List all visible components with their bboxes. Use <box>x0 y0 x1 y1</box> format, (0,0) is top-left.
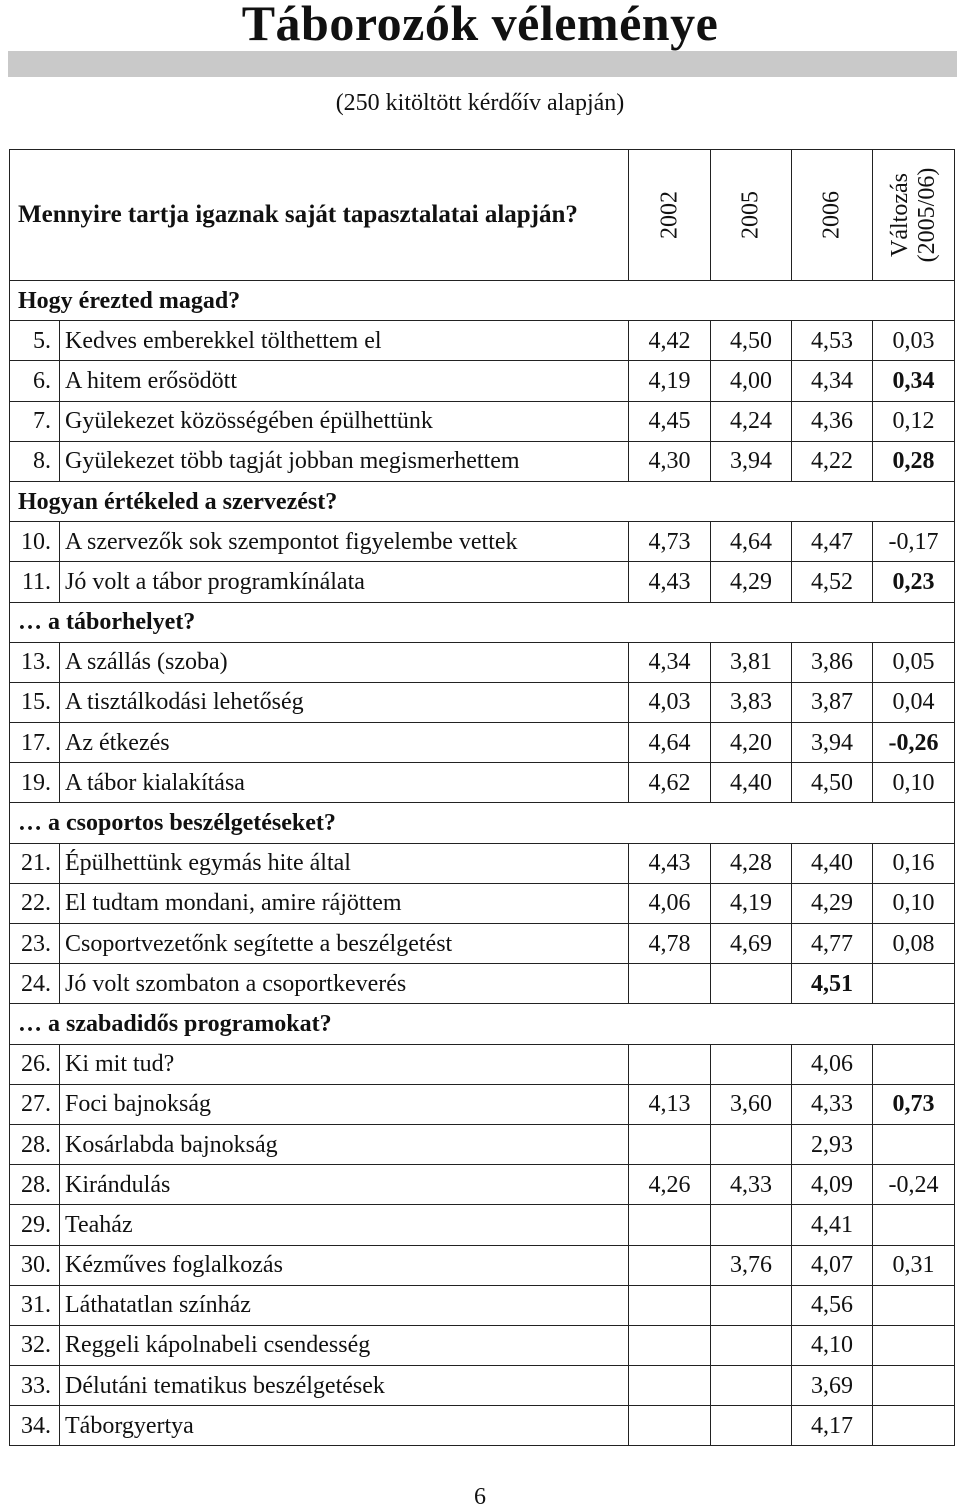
value-2002: 4,62 <box>629 763 711 803</box>
value-change: -0,26 <box>873 723 955 763</box>
item-number: 22. <box>10 883 60 923</box>
item-number: 7. <box>10 401 60 441</box>
value-2005 <box>711 964 792 1004</box>
value-2005: 4,50 <box>711 321 792 361</box>
value-2005: 3,76 <box>711 1245 792 1285</box>
col-header-2005 <box>711 150 792 281</box>
value-2005: 3,81 <box>711 642 792 682</box>
item-label: Ki mit tud? <box>60 1044 629 1084</box>
section-title: Hogy érezted magad? <box>10 281 955 321</box>
value-change: 0,04 <box>873 682 955 722</box>
item-label: Jó volt a tábor programkínálata <box>60 562 629 602</box>
value-2005 <box>711 1124 792 1164</box>
value-2002: 4,64 <box>629 723 711 763</box>
value-2005: 3,94 <box>711 441 792 481</box>
item-label: Kedves emberekkel tölthettem el <box>60 321 629 361</box>
col-header-2006-label: 2006 <box>818 191 845 239</box>
item-label: Táborgyertya <box>60 1406 629 1446</box>
question-header: Mennyire tartja igaznak saját tapasztalatai alapján? <box>10 150 629 281</box>
value-2002: 4,34 <box>629 642 711 682</box>
value-2002: 4,03 <box>629 682 711 722</box>
value-change: 0,05 <box>873 642 955 682</box>
table-row <box>10 883 955 923</box>
item-number: 21. <box>10 843 60 883</box>
item-label: A tábor kialakítása <box>60 763 629 803</box>
item-label: A tisztálkodási lehetőség <box>60 682 629 722</box>
value-2006: 4,06 <box>792 1044 873 1084</box>
section-header-row <box>10 602 955 642</box>
value-2005 <box>711 1044 792 1084</box>
item-label: Foci bajnokság <box>60 1084 629 1124</box>
value-2002: 4,45 <box>629 401 711 441</box>
value-change: 0,16 <box>873 843 955 883</box>
item-label: A szállás (szoba) <box>60 642 629 682</box>
table-row <box>10 964 955 1004</box>
value-2006: 4,33 <box>792 1084 873 1124</box>
table-row <box>10 843 955 883</box>
value-2002 <box>629 1325 711 1365</box>
item-label: Épülhettünk egymás hite által <box>60 843 629 883</box>
section-header-row <box>10 281 955 321</box>
value-2002: 4,19 <box>629 361 711 401</box>
value-change: 0,34 <box>873 361 955 401</box>
page-title: Táborozók véleménye <box>241 0 719 51</box>
item-label: Kézműves foglalkozás <box>60 1245 629 1285</box>
section-title: … a csoportos beszélgetéseket? <box>10 803 955 843</box>
item-number: 33. <box>10 1366 60 1406</box>
value-2002: 4,43 <box>629 843 711 883</box>
value-2002: 4,30 <box>629 441 711 481</box>
item-number: 24. <box>10 964 60 1004</box>
table-row <box>10 682 955 722</box>
value-2002: 4,73 <box>629 522 711 562</box>
table-row <box>10 1325 955 1365</box>
value-2005: 4,64 <box>711 522 792 562</box>
item-number: 27. <box>10 1084 60 1124</box>
value-change <box>873 1366 955 1406</box>
value-2006: 4,47 <box>792 522 873 562</box>
value-change: 0,73 <box>873 1084 955 1124</box>
value-2006: 3,86 <box>792 642 873 682</box>
value-2002 <box>629 1285 711 1325</box>
value-2006: 4,09 <box>792 1165 873 1205</box>
value-change: 0,23 <box>873 562 955 602</box>
value-2005: 4,40 <box>711 763 792 803</box>
value-2006: 3,87 <box>792 682 873 722</box>
table-row <box>10 1205 955 1245</box>
value-2002 <box>629 1124 711 1164</box>
table-row <box>10 723 955 763</box>
value-2002: 4,43 <box>629 562 711 602</box>
table-row <box>10 642 955 682</box>
value-change: 0,10 <box>873 883 955 923</box>
value-2005: 4,69 <box>711 924 792 964</box>
value-2002: 4,13 <box>629 1084 711 1124</box>
value-change: -0,17 <box>873 522 955 562</box>
table-row <box>10 401 955 441</box>
col-header-2002 <box>629 150 711 281</box>
value-2006: 4,10 <box>792 1325 873 1365</box>
item-number: 26. <box>10 1044 60 1084</box>
item-label: El tudtam mondani, amire rájöttem <box>60 883 629 923</box>
section-header-row <box>10 803 955 843</box>
value-2006: 2,93 <box>792 1124 873 1164</box>
value-2002: 4,42 <box>629 321 711 361</box>
value-2002: 4,06 <box>629 883 711 923</box>
item-label: Délutáni tematikus beszélgetések <box>60 1366 629 1406</box>
value-2006: 4,56 <box>792 1285 873 1325</box>
value-change <box>873 1325 955 1365</box>
value-change: 0,12 <box>873 401 955 441</box>
col-header-change-label <box>887 168 941 263</box>
item-label: A szervezők sok szempontot figyelembe vettek <box>60 522 629 562</box>
value-change <box>873 1044 955 1084</box>
value-2006: 4,51 <box>792 964 873 1004</box>
value-2006: 4,77 <box>792 924 873 964</box>
value-change: 0,28 <box>873 441 955 481</box>
item-label: A hitem erősödött <box>60 361 629 401</box>
section-header-row <box>10 1004 955 1044</box>
item-label: Láthatatlan színház <box>60 1285 629 1325</box>
table-body <box>10 281 955 1446</box>
item-number: 32. <box>10 1325 60 1365</box>
value-2006: 4,41 <box>792 1205 873 1245</box>
item-label: Az étkezés <box>60 723 629 763</box>
value-change <box>873 1285 955 1325</box>
item-number: 13. <box>10 642 60 682</box>
value-change: 0,10 <box>873 763 955 803</box>
table-row <box>10 1366 955 1406</box>
item-number: 5. <box>10 321 60 361</box>
value-2006: 3,69 <box>792 1366 873 1406</box>
item-label: Teaház <box>60 1205 629 1245</box>
item-label: Csoportvezetőnk segítette a beszélgetést <box>60 924 629 964</box>
section-title: Hogyan értékeled a szervezést? <box>10 481 955 521</box>
item-number: 6. <box>10 361 60 401</box>
item-label: Gyülekezet több tagját jobban megismerhettem <box>60 441 629 481</box>
table-row <box>10 1044 955 1084</box>
table-row <box>10 1285 955 1325</box>
value-change: 0,03 <box>873 321 955 361</box>
value-change <box>873 1205 955 1245</box>
table-row <box>10 522 955 562</box>
item-label: Reggeli kápolnabeli csendesség <box>60 1325 629 1365</box>
value-2005 <box>711 1205 792 1245</box>
item-number: 30. <box>10 1245 60 1285</box>
value-2006: 3,94 <box>792 723 873 763</box>
value-2002 <box>629 1044 711 1084</box>
item-label: Gyülekezet közösségében épülhettünk <box>60 401 629 441</box>
value-2005: 4,24 <box>711 401 792 441</box>
value-2006: 4,40 <box>792 843 873 883</box>
item-number: 31. <box>10 1285 60 1325</box>
value-2006: 4,52 <box>792 562 873 602</box>
table-row <box>10 1084 955 1124</box>
value-2002 <box>629 1366 711 1406</box>
page-number: 6 <box>474 1484 486 1510</box>
value-2005: 3,60 <box>711 1084 792 1124</box>
value-2005: 4,19 <box>711 883 792 923</box>
item-label: Kirándulás <box>60 1165 629 1205</box>
value-2002: 4,78 <box>629 924 711 964</box>
table-row <box>10 763 955 803</box>
item-number: 23. <box>10 924 60 964</box>
value-2002 <box>629 964 711 1004</box>
value-2002 <box>629 1245 711 1285</box>
item-number: 29. <box>10 1205 60 1245</box>
page-subtitle: (250 kitöltött kérdőív alapján) <box>335 90 625 116</box>
value-2005: 4,33 <box>711 1165 792 1205</box>
value-change <box>873 1124 955 1164</box>
value-2005: 4,00 <box>711 361 792 401</box>
value-2005 <box>711 1366 792 1406</box>
section-title: … a táborhelyet? <box>10 602 955 642</box>
col-header-change <box>873 150 955 281</box>
value-change <box>873 1406 955 1446</box>
item-label: Jó volt szombaton a csoportkeverés <box>60 964 629 1004</box>
table-row <box>10 924 955 964</box>
item-number: 34. <box>10 1406 60 1446</box>
value-2005: 3,83 <box>711 682 792 722</box>
item-number: 17. <box>10 723 60 763</box>
survey-table <box>9 149 955 1446</box>
section-header-row <box>10 481 955 521</box>
value-2005: 4,29 <box>711 562 792 602</box>
value-change <box>873 964 955 1004</box>
table-row <box>10 562 955 602</box>
value-change: 0,08 <box>873 924 955 964</box>
item-number: 11. <box>10 562 60 602</box>
col-header-change-line1: Változás <box>886 173 913 257</box>
value-2006: 4,17 <box>792 1406 873 1446</box>
value-2006: 4,07 <box>792 1245 873 1285</box>
title-underline-bar <box>8 51 957 77</box>
item-number: 19. <box>10 763 60 803</box>
item-label: Kosárlabda bajnokság <box>60 1124 629 1164</box>
item-number: 28. <box>10 1165 60 1205</box>
value-2006: 4,34 <box>792 361 873 401</box>
col-header-2005-label: 2005 <box>737 191 764 239</box>
value-2006: 4,36 <box>792 401 873 441</box>
col-header-2002-label: 2002 <box>656 191 683 239</box>
table-header-row <box>10 150 955 281</box>
table-row <box>10 361 955 401</box>
value-2006: 4,29 <box>792 883 873 923</box>
table-row <box>10 1124 955 1164</box>
value-2002 <box>629 1205 711 1245</box>
value-change: -0,24 <box>873 1165 955 1205</box>
table-row <box>10 321 955 361</box>
value-2006: 4,53 <box>792 321 873 361</box>
value-2006: 4,22 <box>792 441 873 481</box>
col-header-2006 <box>792 150 873 281</box>
item-number: 28. <box>10 1124 60 1164</box>
table-row <box>10 1165 955 1205</box>
table-row <box>10 1406 955 1446</box>
value-2005: 4,20 <box>711 723 792 763</box>
section-title: … a szabadidős programokat? <box>10 1004 955 1044</box>
item-number: 8. <box>10 441 60 481</box>
value-2002 <box>629 1406 711 1446</box>
table-row <box>10 441 955 481</box>
value-2005 <box>711 1406 792 1446</box>
value-2006: 4,50 <box>792 763 873 803</box>
item-number: 15. <box>10 682 60 722</box>
value-2002: 4,26 <box>629 1165 711 1205</box>
value-2005 <box>711 1325 792 1365</box>
value-2005: 4,28 <box>711 843 792 883</box>
table-row <box>10 1245 955 1285</box>
value-2005 <box>711 1285 792 1325</box>
value-change: 0,31 <box>873 1245 955 1285</box>
item-number: 10. <box>10 522 60 562</box>
col-header-change-line2: (2005/06) <box>913 167 940 263</box>
